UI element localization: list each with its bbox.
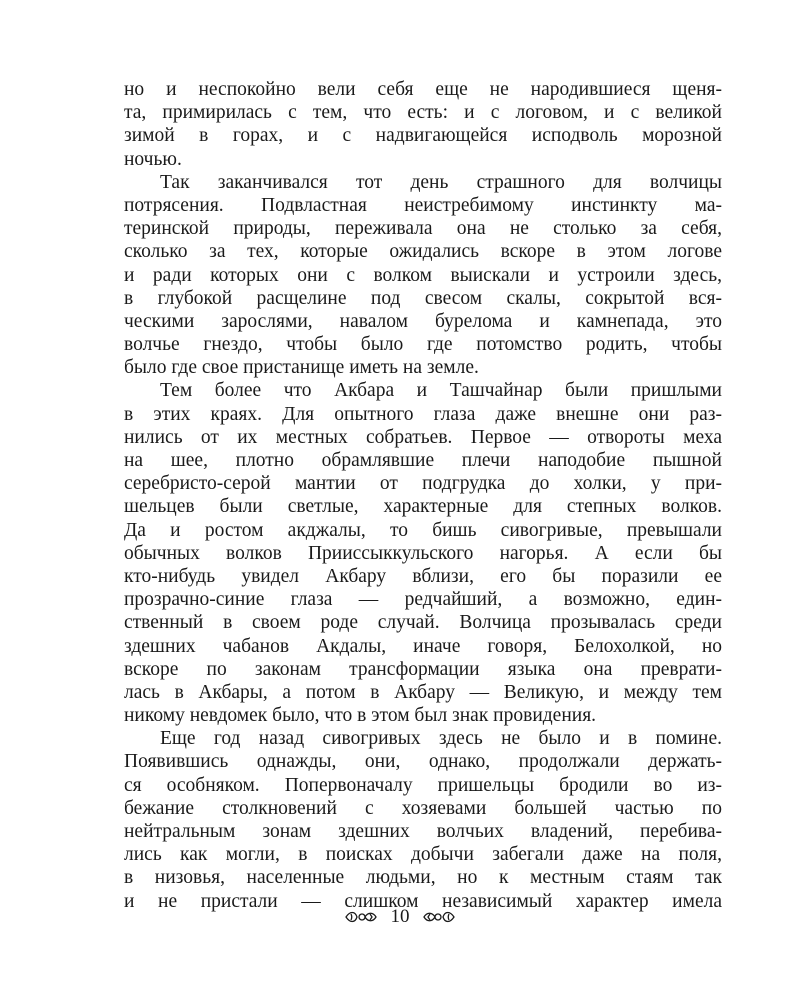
text-line: Появившись однажды, они, однако, продолжали держать- — [124, 751, 722, 773]
text-line: в низовья, населенные людьми, но к местным стаям так — [124, 867, 722, 889]
text-line: и не пристали — слишком независимый характер имела — [124, 890, 722, 912]
text-line: было где свое пристанище иметь на земле. — [124, 357, 479, 379]
text-line: обычных волков Приисcыккульского нагорья. А если бы — [124, 542, 722, 564]
text-line: на шее, плотно обрамлявшие плечи наподобие пышной — [124, 450, 722, 471]
text-line: теринской природы, переживала она не столько за себя, — [124, 218, 722, 240]
text-line: в глубокой расщелине под свесом скалы, сокрытой вся- — [124, 287, 722, 309]
text-line: прозрачно-синие глаза — редчайший, а возможно, един- — [124, 589, 722, 611]
text-line: зимой в горах, и с надвигающейся исподволь морозной — [124, 125, 722, 147]
text-line: здешних чабанов Акдалы, иначе говоря, Белохолкой, но — [124, 635, 722, 657]
text-line: бежание столкновений с хозяевами большей частью по — [124, 797, 722, 819]
text-line: Тем более что Акбара и Ташчайнар были пришлыми — [160, 380, 722, 402]
text-line: и ради которых они с волком выискали и устроили здесь, — [124, 264, 722, 286]
text-line: никому невдомек было, что в этом был знак провидения. — [124, 705, 597, 727]
text-line: лись как могли, в поисках добычи забегали даже на поля, — [124, 844, 722, 866]
text-line: кто-нибудь увидел Акбару вблизи, его бы поразили ее — [124, 565, 722, 587]
text-line: сколько за тех, которые ожидались вскоре в этом логове — [124, 241, 722, 263]
text-line: волчье гнездо, чтобы было где потомство родить, чтобы — [124, 334, 722, 356]
text-line: потрясения. Подвластная неистребимому инстинкту ма- — [124, 194, 722, 216]
text-line: нились от их местных собратьев. Первое — отвороты меха — [124, 426, 722, 448]
text-line: та, примирилась с тем, что есть: и с логовом, и с великой — [124, 102, 722, 124]
text-line: Еще год назад сивогривых здесь не было и в помине. — [160, 728, 722, 750]
text-line: ся особняком. Попервоначалу пришельцы бродили во из- — [124, 774, 722, 796]
text-line: Так заканчивался тот день страшного для волчицы — [160, 171, 722, 193]
text-line: вскоре по законам трансформации языка она преврати- — [124, 658, 722, 680]
text-line: шельцев были светлые, характерные для степных волков. — [124, 496, 722, 518]
text-line: ночью. — [124, 148, 182, 170]
text-line: Да и ростом акджалы, то бишь сивогривые, превышали — [124, 519, 722, 541]
text-line: но и неспокойно вели себя еще не народившиеся щеня- — [124, 79, 722, 100]
text-line: ственный в своем роде случай. Волчица прозывалась среди — [124, 612, 722, 634]
floral-ornament-icon — [422, 909, 456, 925]
text-line: в этих краях. Для опытного глаза даже внешне они раз- — [124, 403, 722, 425]
page-number: 10 — [390, 905, 410, 927]
floral-ornament-icon — [344, 909, 378, 925]
page-text-block — [124, 78, 722, 913]
text-line: лась в Акбары, а потом в Акбару — Великую, и между тем — [124, 681, 722, 703]
page-footer — [0, 904, 800, 929]
text-line: нейтральным зонам здешних волчьих владений, перебива- — [124, 821, 722, 842]
text-line: серебристо-серой мантии от подгрудка до холки, у при- — [124, 473, 722, 495]
text-line: ческими зарослями, навалом бурелома и камнепада, это — [124, 310, 722, 332]
